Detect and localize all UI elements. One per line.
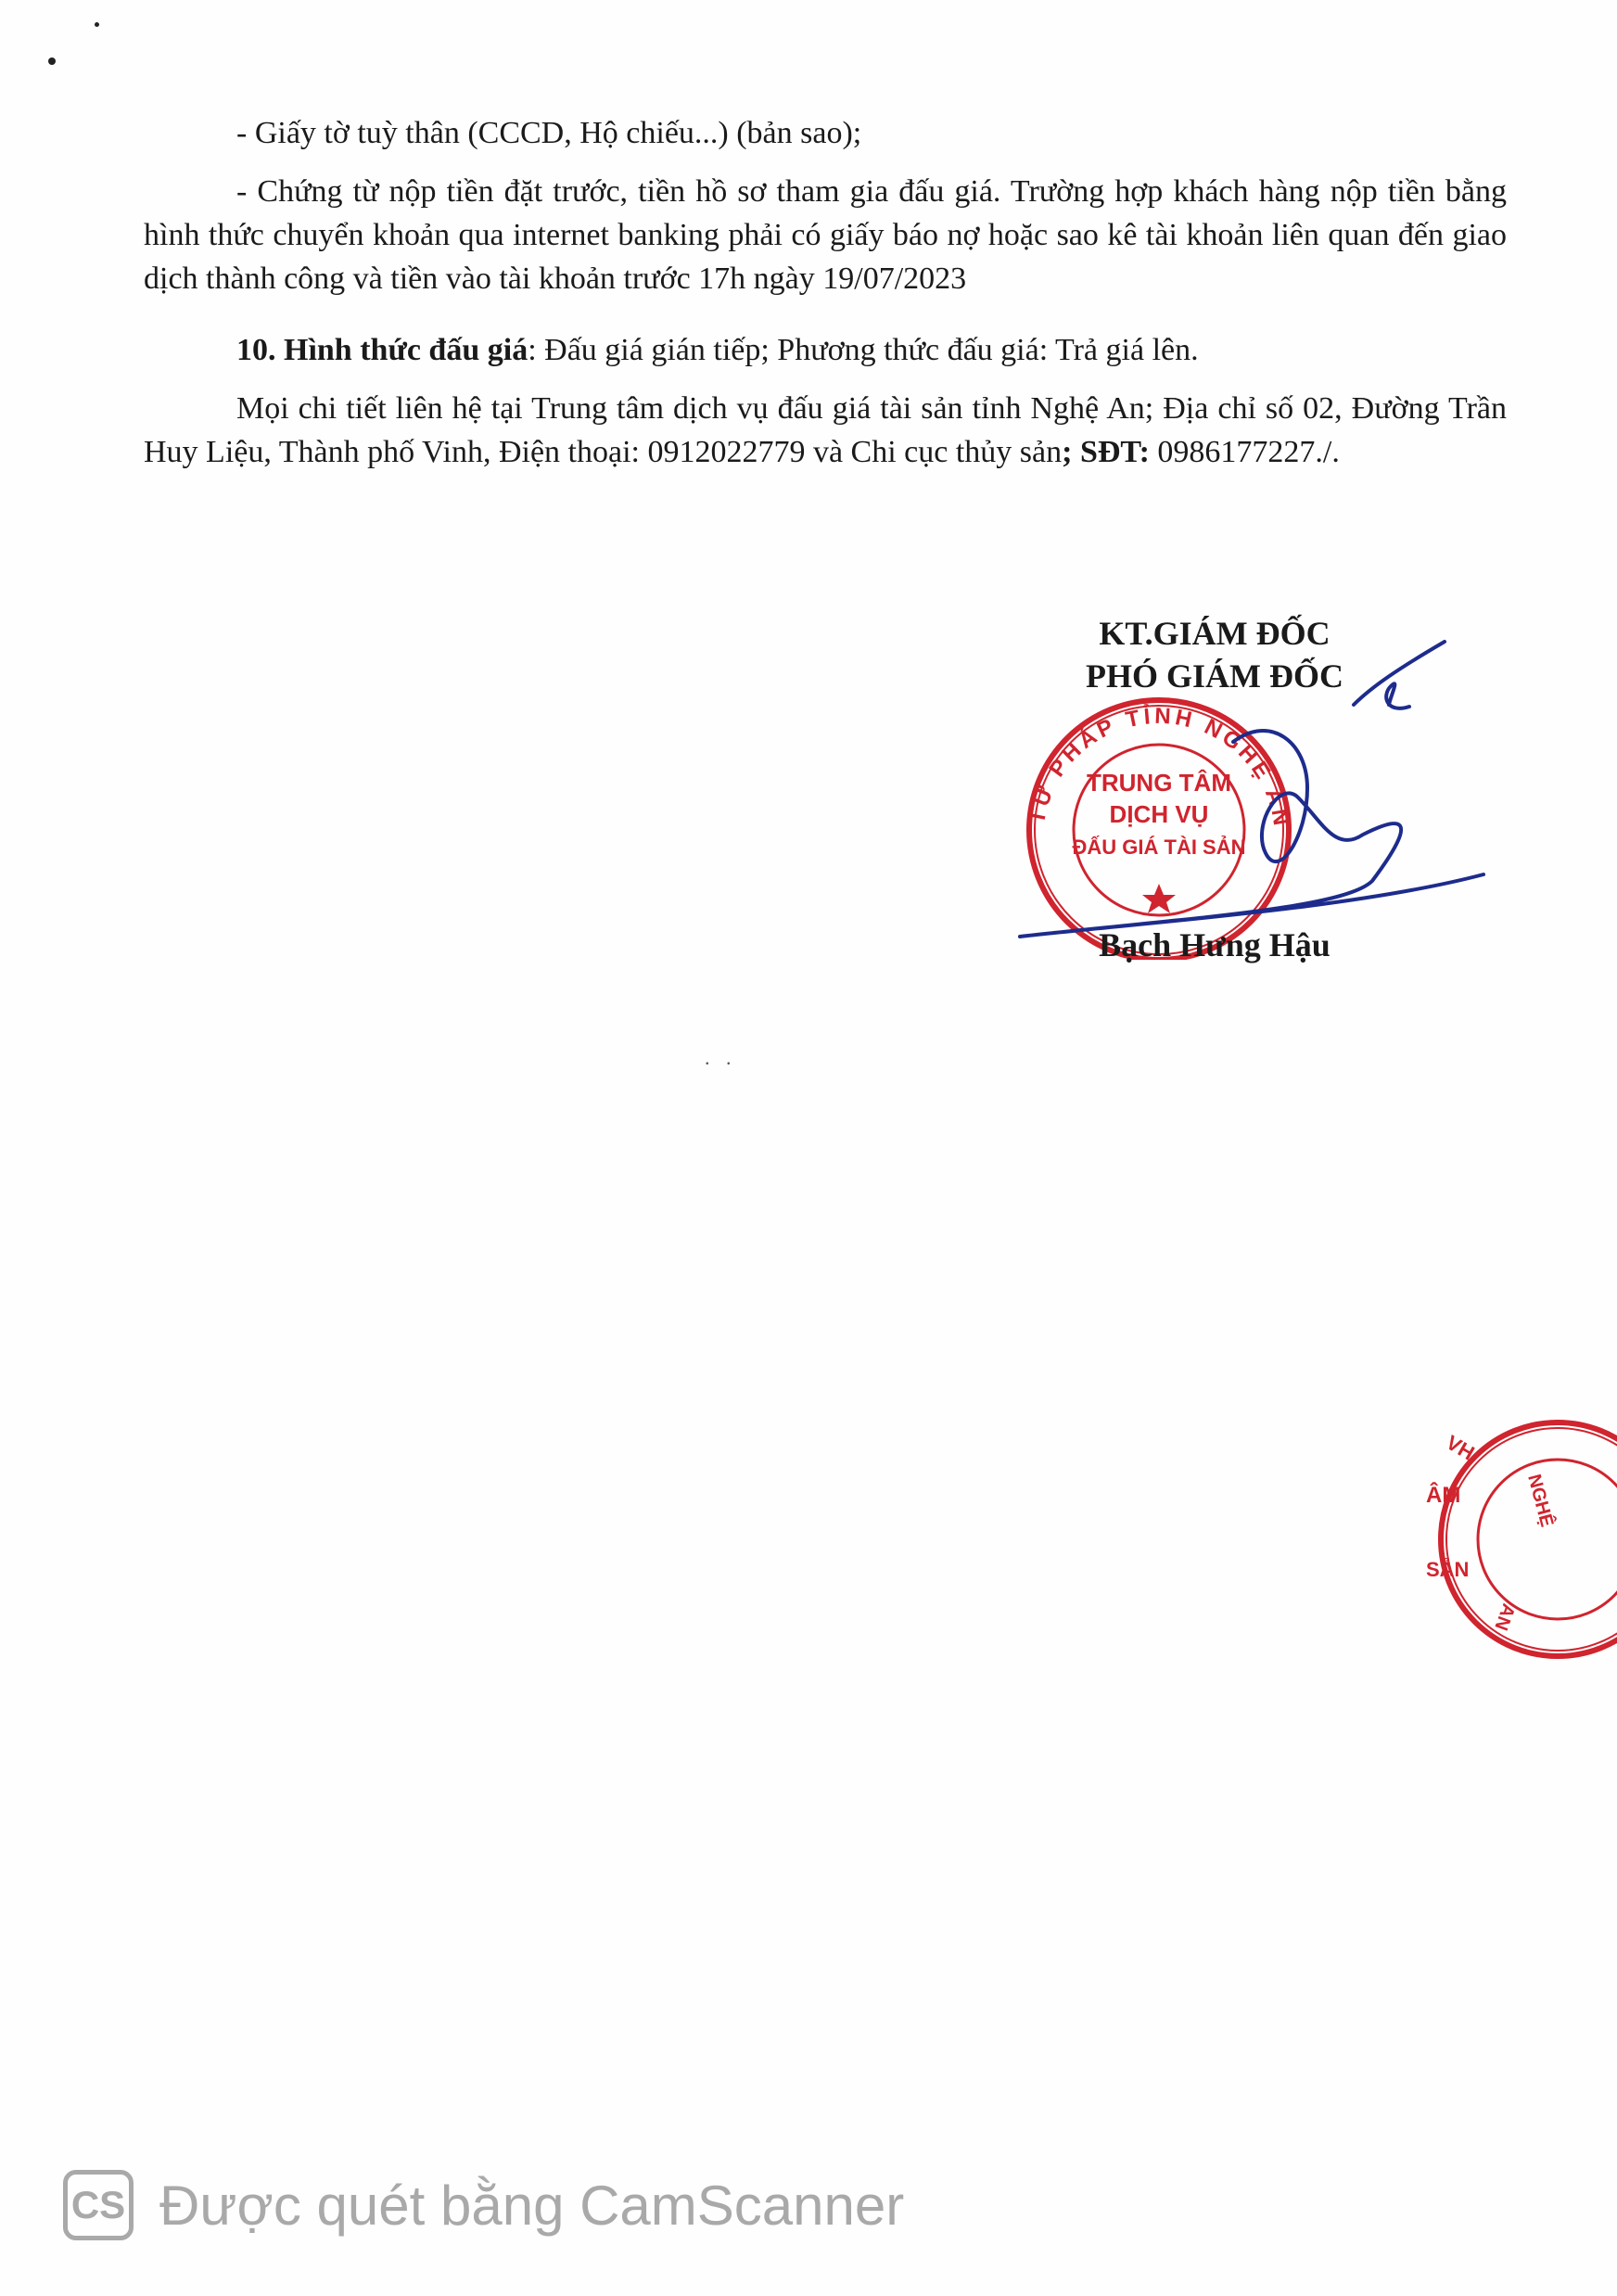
contact-bold: ; SĐT: bbox=[1062, 435, 1150, 469]
partial-stamp-text: AN bbox=[1490, 1601, 1519, 1633]
camscanner-watermark bbox=[63, 2168, 904, 2242]
page-seal-partial bbox=[1419, 1409, 1617, 1669]
document-body bbox=[144, 102, 1507, 474]
required-document-item: - Chứng từ nộp tiền đặt trước, tiền hồ sơ tham gia đấu giá. Trường hợp khách hàng nộp tiền bằng hình thức chuyển khoản qua internet banking phải có giấy báo nợ hoặc sao kê tài khoản liên quan đến giao dịch thành công và tiền vào tài khoản trước 17h ngày 19/07/2023 bbox=[144, 174, 1507, 296]
scan-speck bbox=[48, 57, 56, 65]
contact-phone: 0986177227./. bbox=[1149, 435, 1340, 469]
watermark-text: Được quét bằng CamScanner bbox=[159, 2174, 905, 2237]
partial-stamp-text: VH bbox=[1442, 1430, 1479, 1465]
stamp-center-line3: ĐẤU GIÁ TÀI SẢN bbox=[1072, 835, 1246, 859]
auction-format-section bbox=[144, 306, 1507, 381]
signature-title-line1: KT.GIÁM ĐỐC bbox=[1099, 615, 1331, 652]
partial-stamp-text: SẢN bbox=[1426, 1558, 1470, 1581]
contact-paragraph bbox=[144, 381, 1507, 474]
partial-stamp-text: ÂM bbox=[1426, 1483, 1461, 1508]
section-text: : Đấu giá gián tiếp; Phương thức đấu giá: Trả giá lên. bbox=[528, 333, 1199, 367]
scan-speck bbox=[95, 22, 99, 27]
required-document-item: - Giấy tờ tuỳ thân (CCCD, Hộ chiếu...) (bản sao); bbox=[236, 116, 862, 150]
handwritten-signature bbox=[1001, 631, 1502, 964]
stamp-arc-text: TƯ PHÁP TỈNH NGHỆ AN bbox=[1025, 703, 1294, 831]
signature-title-line2: PHÓ GIÁM ĐỐC bbox=[1086, 657, 1343, 695]
signer-name: Bạch Hưng Hậu bbox=[1099, 926, 1331, 963]
camscanner-logo-icon: CS bbox=[63, 2170, 134, 2240]
partial-stamp-icon bbox=[1419, 1409, 1617, 1669]
partial-stamp-text: NGHỆ bbox=[1523, 1472, 1558, 1530]
stamp-center-line2: DỊCH VỤ bbox=[1109, 800, 1209, 828]
section-heading: 10. Hình thức đấu giá bbox=[236, 333, 528, 367]
contact-text: Mọi chi tiết liên hệ tại Trung tâm dịch vụ đấu giá tài sản tỉnh Nghệ An; Địa chỉ số 02, Đường Trần Huy Liệu, Thành phố Vinh, Điện thoại: 0912022779 và Chi cục thủy sản bbox=[144, 391, 1507, 469]
stamp-center-line1: TRUNG TÂM bbox=[1087, 769, 1231, 797]
scan-marks: . . bbox=[705, 1046, 737, 1069]
